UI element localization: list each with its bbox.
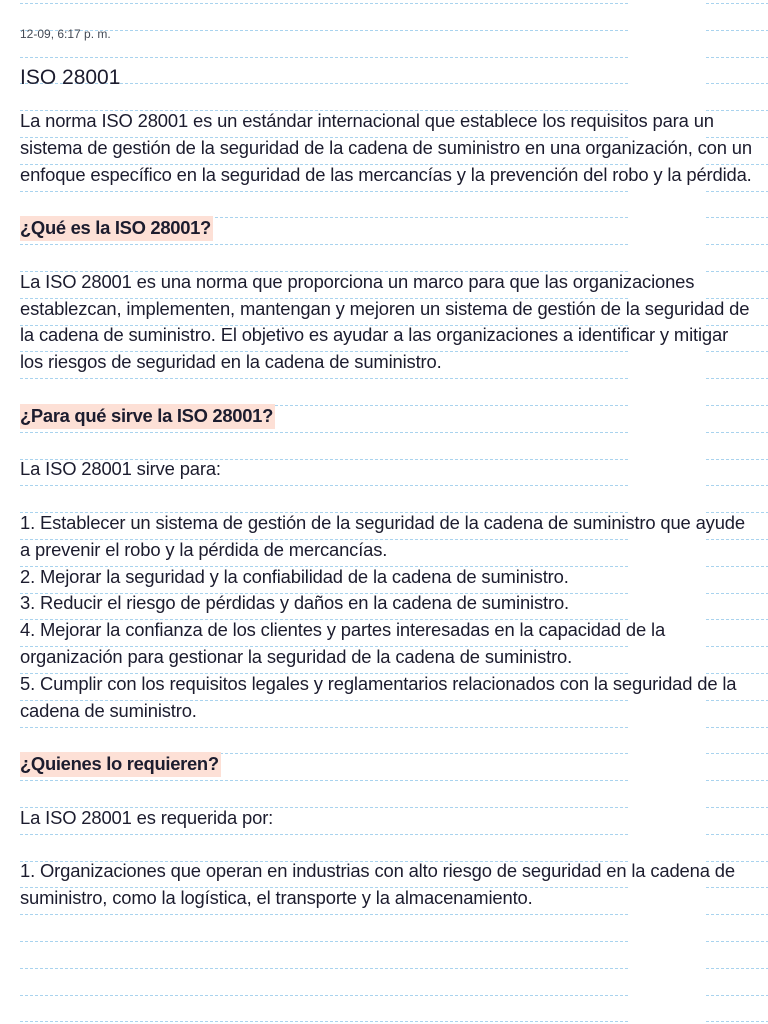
list-item: 1. Organizaciones que operan en industrias con alto riesgo de seguridad en la cadena de suministro, como la logística, el transporte y la almacenamiento.: [20, 860, 735, 909]
note-timestamp: 12-09, 6:17 p. m.: [20, 27, 111, 41]
heading-text: ¿Qué es la ISO 28001?: [20, 216, 213, 241]
list-item: 1. Establecer un sistema de gestión de la seguridad de la cadena de suministro que ayude a prevenir el robo y la pérdida de mercancías.: [20, 511, 745, 560]
section-heading-purpose: [20, 403, 755, 430]
intro-paragraph: La norma ISO 28001 es un estándar internacional que establece los requisitos para un sistema de gestión de la seguridad de la cadena de suministro en una organización, con un enfoque específico en la seguridad de las mercancías y la prevención del robo y la pérdida.: [20, 110, 752, 185]
list-item: 3. Reducir el riesgo de pérdidas y daños en la cadena de suministro.: [20, 592, 569, 614]
list-item: 5. Cumplir con los requisitos legales y reglamentarios relacionados con la seguridad de la cadena de suministro.: [20, 672, 737, 721]
section-who-lead: La ISO 28001 es requerida por:: [20, 806, 274, 828]
note-body[interactable]: [20, 108, 755, 912]
who-list: [20, 858, 755, 912]
section-purpose-lead: La ISO 28001 sirve para:: [20, 458, 221, 480]
heading-text: ¿Quienes lo requieren?: [20, 752, 221, 777]
section-what-paragraph: La ISO 28001 es una norma que proporciona un marco para que las organizaciones establezcan, implementen, mantengan y mejoren un sistema de gestión de la seguridad de la cadena de suministro. El objetivo es ayudar a las organizaciones a identificar y mitigar los riesgos de seguridad en la cadena de suministro.: [20, 270, 750, 373]
heading-text: ¿Para qué sirve la ISO 28001?: [20, 404, 275, 429]
section-heading-what: [20, 215, 755, 242]
section-heading-who: [20, 751, 755, 778]
purpose-list: [20, 510, 755, 724]
list-item: 4. Mejorar la confianza de los clientes y partes interesadas en la capacidad de la organización para gestionar la seguridad de la cadena de suministro.: [20, 619, 666, 667]
list-item: 2. Mejorar la seguridad y la confiabilidad de la cadena de suministro.: [20, 565, 569, 587]
note-title[interactable]: ISO 28001: [20, 66, 121, 89]
